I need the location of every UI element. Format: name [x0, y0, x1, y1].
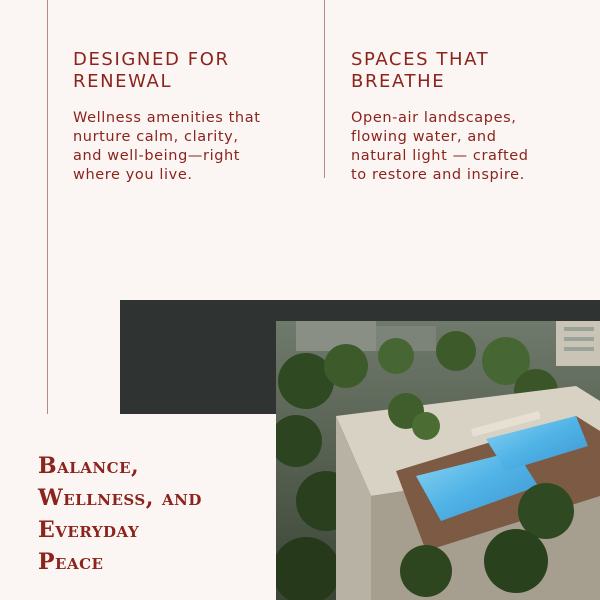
feature-body-line: natural light — crafted: [351, 148, 529, 164]
feature-title-line: BREATHE: [351, 71, 446, 92]
photo-illustration: [276, 321, 600, 600]
left-divider-line: [47, 0, 48, 414]
feature-title-line: DESIGNED FOR: [73, 49, 230, 70]
feature-spaces-that-breathe: [351, 49, 591, 185]
feature-body-line: Wellness amenities that: [73, 110, 261, 126]
feature-body: [73, 109, 313, 185]
feature-title-line: RENEWAL: [73, 71, 173, 92]
feature-title-line: SPACES THAT: [351, 49, 490, 70]
feature-designed-for-renewal: [73, 49, 313, 185]
feature-body: [351, 109, 591, 185]
headline-line: Wellness, and: [38, 485, 202, 511]
headline-line: Peace: [38, 549, 104, 575]
center-divider-line: [324, 0, 325, 178]
feature-title: [351, 49, 591, 93]
feature-body-line: Open-air landscapes,: [351, 110, 517, 126]
feature-title: [73, 49, 313, 93]
feature-body-line: nurture calm, clarity,: [73, 129, 239, 145]
aerial-rooftop-pool-photo: [276, 321, 600, 600]
headline: [38, 450, 268, 578]
feature-body-line: and well-being—right: [73, 148, 241, 164]
headline-line: Balance,: [38, 453, 140, 479]
headline-line: Everyday: [38, 517, 140, 543]
feature-body-line: flowing water, and: [351, 129, 497, 145]
feature-body-line: where you live.: [73, 167, 193, 183]
feature-body-line: to restore and inspire.: [351, 167, 525, 183]
